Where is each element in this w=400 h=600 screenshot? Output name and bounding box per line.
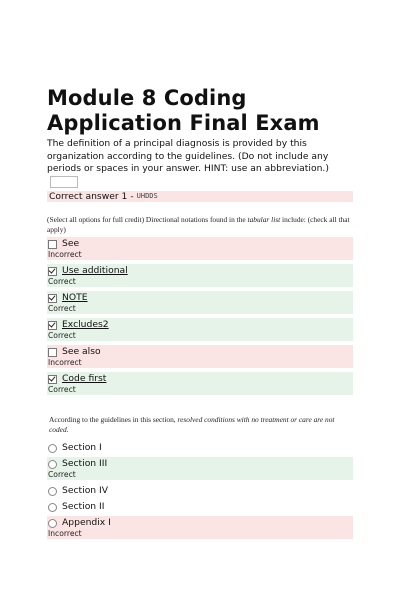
checkbox-code-first[interactable]: [48, 375, 57, 384]
option-section-iv: [47, 484, 353, 498]
correct-answer-label: Correct answer 1 -: [49, 191, 134, 202]
option-label: See: [62, 238, 80, 249]
option-status: Correct: [48, 277, 76, 286]
question-2-text-italic: tabular list: [247, 215, 281, 224]
option-status: Correct: [48, 385, 76, 394]
radio-section-iii[interactable]: [48, 460, 57, 469]
option-section-ii: [47, 500, 353, 514]
option-status: Incorrect: [48, 250, 82, 259]
correct-answer-value: UHDDS: [136, 192, 158, 200]
option-label: Excludes2: [62, 319, 109, 330]
option-label: Use additional: [62, 265, 128, 276]
checkbox-see[interactable]: [48, 240, 57, 249]
option-status: Correct: [48, 470, 76, 479]
option-use-additional: [47, 264, 353, 287]
option-status: Correct: [48, 304, 76, 313]
title-line-2: Application Final Exam: [47, 111, 320, 135]
exam-content: [47, 86, 353, 539]
option-label: NOTE: [62, 292, 88, 303]
question-3-text: [47, 415, 353, 435]
question-1-text: The definition of a principal diagnosis is provided by this organization according to the guidelines. (Do not include any periods or spaces in your answer. HINT: use an abbreviation.): [47, 138, 329, 174]
option-status: Incorrect: [48, 529, 82, 538]
question-2-text-part1: (Select all options for full credit) Directional notations found in the: [47, 215, 248, 224]
option-label: Section III: [62, 458, 108, 469]
option-label: Appendix I: [62, 517, 111, 528]
option-status: Incorrect: [48, 358, 82, 367]
checkbox-see-also[interactable]: [48, 348, 57, 357]
option-section-i: [47, 441, 353, 455]
option-status: Correct: [48, 331, 76, 340]
question-2-text-part2: include: (check all that apply): [47, 215, 350, 234]
correct-answer-bar: [47, 191, 353, 202]
page-title: [47, 86, 353, 136]
option-see-also: [47, 345, 353, 368]
radio-section-i[interactable]: [48, 444, 57, 453]
checkbox-note[interactable]: [48, 294, 57, 303]
radio-appendix-i[interactable]: [48, 519, 57, 528]
option-label: See also: [62, 346, 101, 357]
question-1: [47, 138, 353, 191]
radio-section-iv[interactable]: [48, 487, 57, 496]
question-3-text-part1: According to the guidelines in this section,: [49, 415, 178, 424]
option-label: Section I: [62, 442, 102, 453]
option-appendix-i: [47, 516, 353, 539]
title-line-1: Module 8 Coding: [47, 86, 247, 110]
option-excludes2: [47, 318, 353, 341]
option-label: Code first: [62, 373, 107, 384]
checkbox-use-additional[interactable]: [48, 267, 57, 276]
option-label: Section II: [62, 501, 105, 512]
option-see: [47, 237, 353, 260]
option-code-first: [47, 372, 353, 395]
question-3-text-italic: resolved conditions with no treatment or care are not coded.: [49, 415, 335, 434]
radio-section-ii[interactable]: [48, 503, 57, 512]
checkbox-excludes2[interactable]: [48, 321, 57, 330]
answer-input[interactable]: [50, 176, 78, 188]
option-note: [47, 291, 353, 314]
option-label: Section IV: [62, 485, 109, 496]
question-2-text: [47, 215, 353, 235]
option-section-iii: [47, 457, 353, 480]
